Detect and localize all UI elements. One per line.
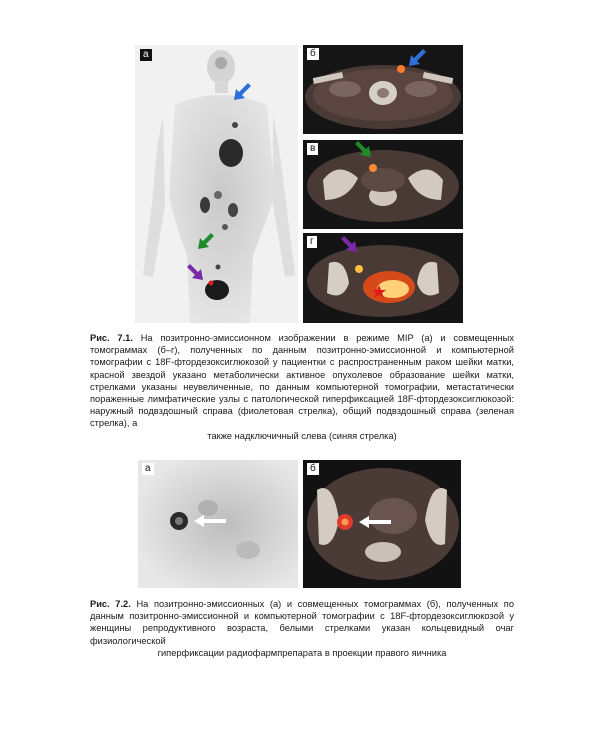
figure1-panel-c-fused-image bbox=[303, 140, 463, 229]
figure1-caption-text: На позитронно-эмиссионном изображении в режиме MIP (а) и совмещенных томограммах (б–г), полученных по данным позитронно-эмиссионной и компьютерной томографии с 18F-фтордезоксиглюкозой у пациентки с распространенным раком шейки матки, красной звездой указано метаболически активное опухолевое образование шейки матки, стрелками указаны неувеличенные, по данным компьютерной томографии, метастатически пораженные лимфатические узлы с патологической гиперфиксацией 18F-фтордезоксиглюкозой: наружный подвздошный справа (фиолетовая стрелка), общий подвздошный справа (зеленая стрелка), а bbox=[90, 333, 514, 429]
panel-label-a: а bbox=[140, 49, 152, 61]
panel-label-c: в bbox=[307, 143, 318, 155]
figure1-caption-last-line: также надключичный слева (синяя стрелка) bbox=[207, 430, 397, 441]
panel-label-d: г bbox=[307, 236, 317, 248]
figure2-panel-b-fused-image bbox=[303, 460, 461, 588]
figure2-caption-label: Рис. 7.2. bbox=[90, 599, 131, 609]
figure1-panel-a-mip-image bbox=[135, 45, 298, 323]
figure2-panel-a-pet-image bbox=[138, 460, 298, 588]
figure1-caption bbox=[90, 332, 514, 442]
mip-body-image bbox=[135, 45, 298, 323]
figure1-caption-label: Рис. 7.1. bbox=[90, 333, 133, 343]
figure2-caption-text: На позитронно-эмиссионных (а) и совмещенных томограммах (б), полученных по данным позитронно-эмиссионной и компьютерной томографии с 18F-фтордезоксиглюкозой у женщины репродуктивного возраста, белыми стрелками указан кольцевидный очаг физиологической bbox=[90, 599, 515, 646]
panel-label-b: б bbox=[307, 463, 319, 475]
tumor-star-marker bbox=[209, 281, 214, 286]
figure2-caption bbox=[90, 598, 514, 659]
figure1-panel-b-fused-image bbox=[303, 45, 463, 134]
figure2-caption-last-line: гиперфиксации радиофармпрепарата в проекции правого яичника bbox=[157, 647, 447, 658]
panel-label-a: а bbox=[142, 463, 154, 475]
panel-label-b: б bbox=[307, 48, 319, 60]
figure1-panel-d-fused-image bbox=[303, 233, 463, 323]
